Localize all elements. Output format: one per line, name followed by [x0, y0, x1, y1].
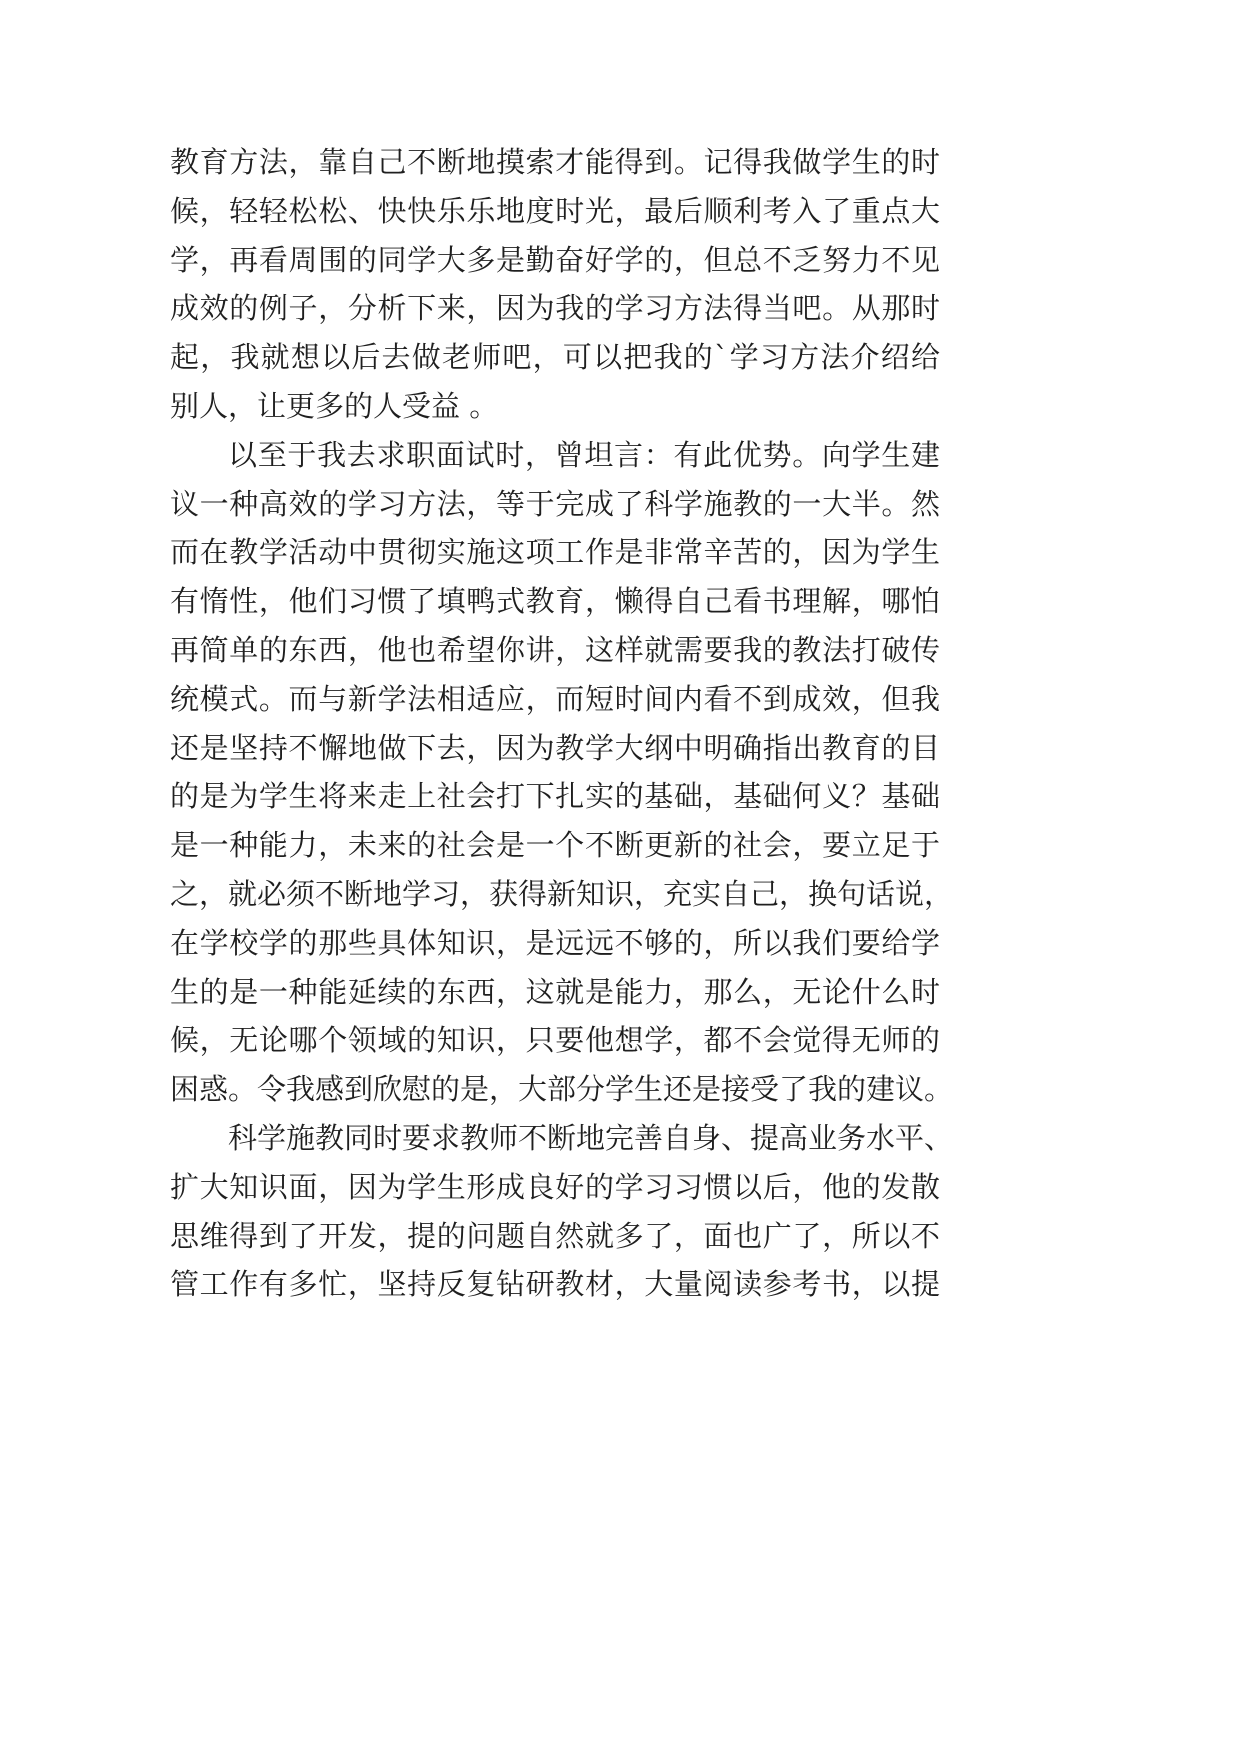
paragraph-line: 在学校学的那些具体知识，是远远不够的，所以我们要给学: [170, 925, 940, 960]
paragraph-line: 以至于我去求职面试时，曾坦言：有此优势。向学生建: [228, 437, 940, 472]
paragraph-line: 议一种高效的学习方法，等于完成了科学施教的一大半。然: [170, 486, 940, 521]
paragraph-line: 之，就必须不断地学习，获得新知识，充实自己，换句话说，: [170, 876, 954, 911]
paragraph-line: 生的是一种能延续的东西，这就是能力，那么，无论什么时: [170, 974, 940, 1009]
paragraph-line: 教育方法，靠自己不断地摸索才能得到。记得我做学生的时: [170, 145, 940, 179]
paragraph-line: 候，轻轻松松、快快乐乐地度时光，最后顺利考入了重点大: [170, 193, 940, 228]
paragraph-line: 科学施教同时要求教师不断地完善自身、提高业务水平、: [228, 1120, 954, 1155]
paragraph-line: 候，无论哪个领域的知识，只要他想学，都不会觉得无师的: [170, 1023, 940, 1058]
paragraph-line: 有惰性，他们习惯了填鸭式教育，懒得自己看书理解，哪怕: [170, 584, 940, 619]
paragraph-line: 统模式。而与新学法相适应，而短时间内看不到成效，但我: [170, 681, 940, 716]
paragraph-line: 思维得到了开发，提的问题自然就多了，面也广了，所以不: [170, 1218, 940, 1253]
paragraph-line: 起，我就想以后去做老师吧，可以把我的`学习方法介绍给: [170, 340, 940, 375]
paragraph-2: [170, 431, 954, 1114]
paragraph-line: 扩大知识面，因为学生形成良好的学习习惯以后，他的发散: [170, 1169, 940, 1204]
paragraph-line: 学，再看周围的同学大多是勤奋好学的，但总不乏努力不见: [170, 242, 940, 277]
paragraph-1: [170, 138, 940, 431]
paragraph-line: 而在教学活动中贯彻实施这项工作是非常辛苦的，因为学生: [170, 535, 940, 570]
paragraph-line: 成效的例子，分析下来，因为我的学习方法得当吧。从那时: [170, 291, 940, 326]
paragraph-line: 的是为学生将来走上社会打下扎实的基础，基础何义？基础: [170, 779, 940, 814]
paragraph-line: 还是坚持不懈地做下去，因为教学大纲中明确指出教育的目: [170, 730, 940, 765]
paragraph-line: 是一种能力，未来的社会是一个不断更新的社会，要立足于: [170, 828, 940, 863]
paragraph-line: 困惑。令我感到欣慰的是，大部分学生还是接受了我的建议。: [170, 1072, 954, 1107]
paragraph-3: [170, 1114, 954, 1309]
paragraph-line: 再简单的东西，他也希望你讲，这样就需要我的教法打破传: [170, 632, 940, 667]
paragraph-line: 管工作有多忙，坚持反复钻研教材，大量阅读参考书，以提: [170, 1267, 940, 1302]
paragraph-line: 别人，让更多的人受益 。: [170, 388, 499, 423]
body-text: [170, 138, 954, 1309]
